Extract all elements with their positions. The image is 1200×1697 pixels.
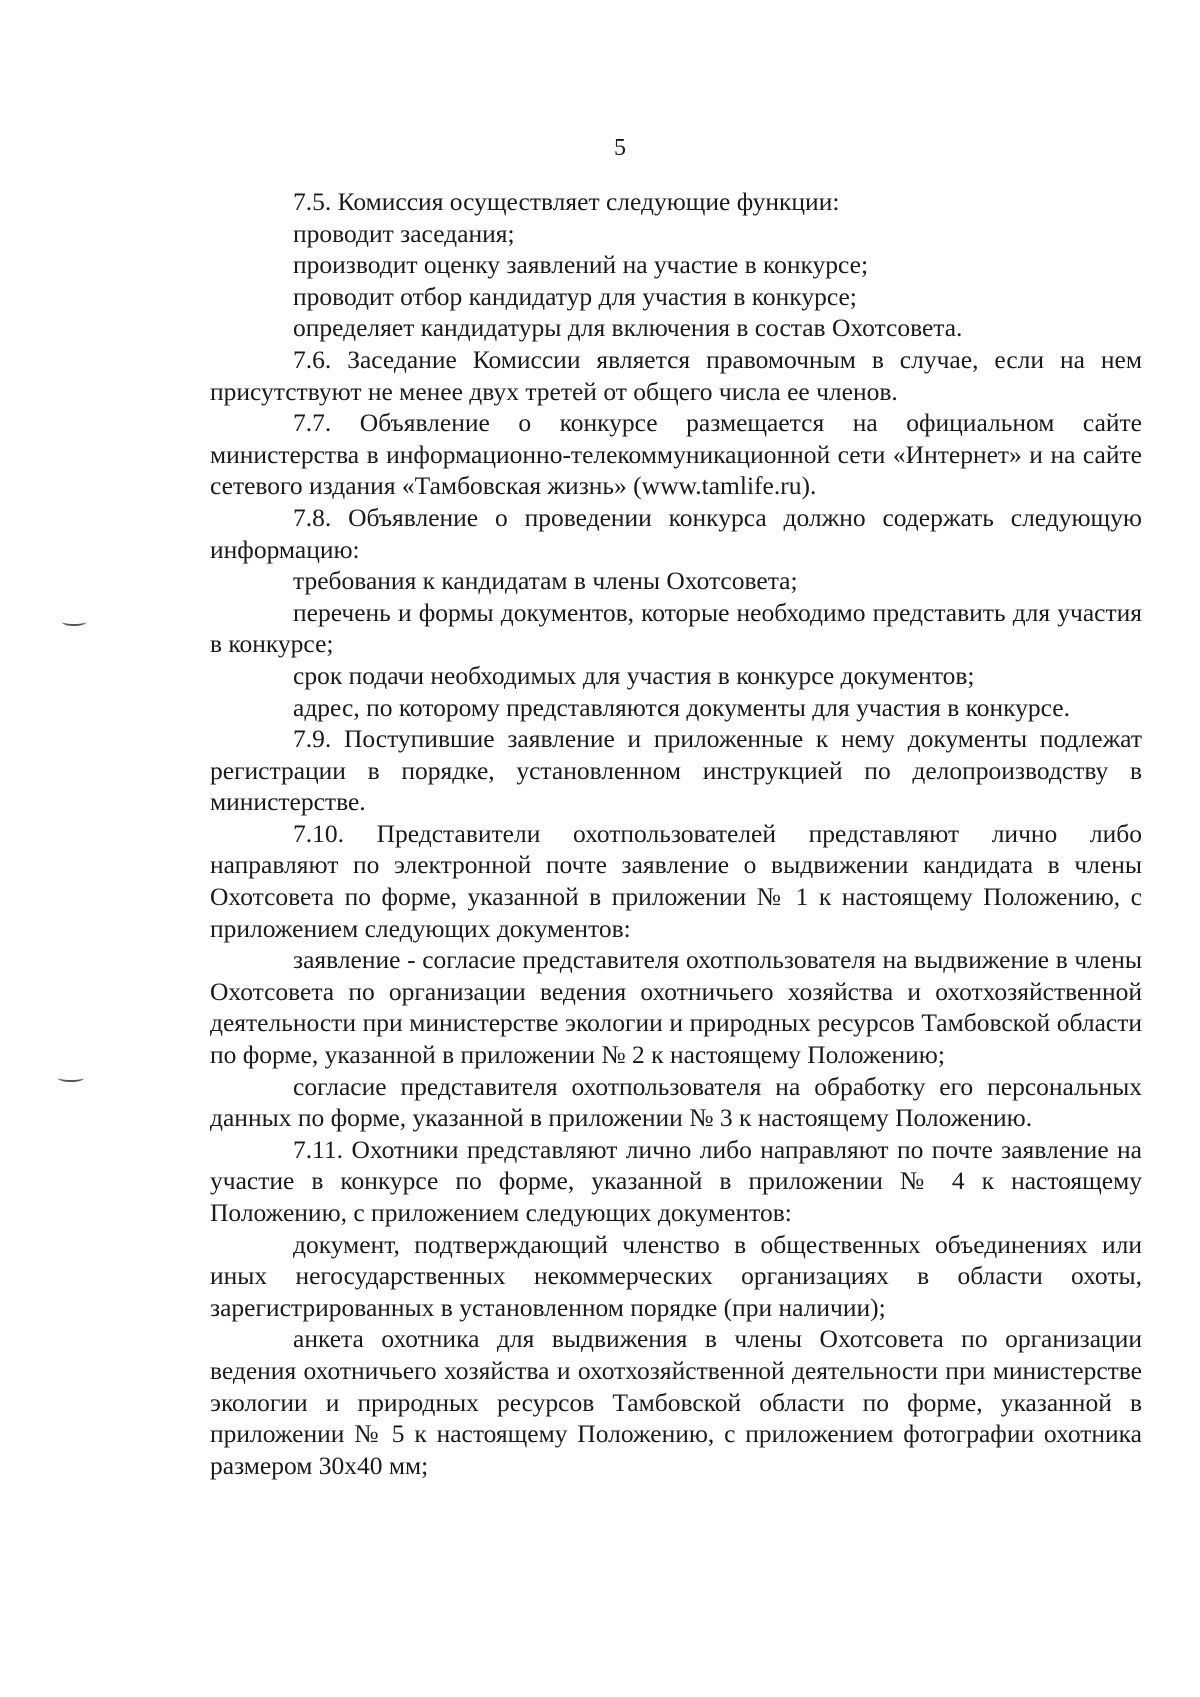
- paragraph-7-10: 7.10. Представители охотпользователей представляют лично либо направляют по электронной почте заявление о выдвижении кандидата в члены Охотсовета по форме, указанной в приложении № 1 к настоящему Положению, с приложением следующих документов:: [210, 818, 1142, 943]
- paragraph-7-6: 7.6. Заседание Комиссии является правомочным в случае, если на нем присутствуют не менее двух третей от общего числа ее членов.: [210, 344, 1142, 406]
- list-item: срок подачи необходимых для участия в конкурсе документов;: [293, 660, 975, 690]
- list-item: адрес, по которому представляются документы для участия в конкурсе.: [293, 692, 1070, 722]
- scan-mark: [62, 618, 86, 626]
- list-item: перечень и формы документов, которые необходимо представить для участия в конкурсе;: [210, 597, 1142, 659]
- page-number: 5: [614, 135, 626, 161]
- list-item: определяет кандидатуры для включения в состав Охотсовета.: [293, 313, 963, 343]
- scan-mark: [58, 1074, 84, 1082]
- list-item: заявление - согласие представителя охотпользователя на выдвижение в члены Охотсовета по организации ведения охотничьего хозяйства и охотхозяйственной деятельности при министерстве экологии и природных ресурсов Тамбовской области по форме, указанной в приложении № 2 к настоящему Положению;: [210, 945, 1142, 1070]
- list-item: анкета охотника для выдвижения в члены Охотсовета по организации ведения охотничьего хозяйства и охотхозяйственной деятельности при министерстве экологии и природных ресурсов Тамбовской области по форме, указанной в приложении № 5 к настоящему Положению, с приложением фотографии охотника размером 30х40 мм;: [210, 1324, 1142, 1480]
- list-item: производит оценку заявлений на участие в конкурсе;: [293, 250, 869, 280]
- document-body: [210, 186, 1142, 1481]
- list-item: согласие представителя охотпользователя на обработку его персональных данных по форме, указанной в приложении № 3 к настоящему Положению.: [210, 1071, 1142, 1133]
- list-item: проводит заседания;: [293, 218, 515, 248]
- list-item: документ, подтверждающий членство в общественных объединениях или иных негосударственных некоммерческих организациях в области охоты, зарегистрированных в установленном порядке (при наличии);: [210, 1229, 1142, 1322]
- paragraph-7-9: 7.9. Поступившие заявление и приложенные к нему документы подлежат регистрации в порядке, установленном инструкцией по делопроизводству в министерстве.: [210, 724, 1142, 817]
- list-item: требования к кандидатам в члены Охотсовета;: [293, 566, 798, 596]
- paragraph-7-5: 7.5. Комиссия осуществляет следующие функции:: [293, 187, 840, 216]
- list-item: проводит отбор кандидатур для участия в конкурсе;: [293, 281, 857, 311]
- paragraph-7-8: 7.8. Объявление о проведении конкурса должно содержать следующую информацию:: [210, 502, 1142, 564]
- paragraph-7-7: 7.7. Объявление о конкурсе размещается на официальном сайте министерства в информационно-телекоммуникационной сети «Интернет» и на сайте сетевого издания «Тамбовская жизнь» (www.tamlife.ru).: [210, 408, 1142, 501]
- paragraph-7-11: 7.11. Охотники представляют лично либо направляют по почте заявление на участие в конкурсе по форме, указанной в приложении № 4 к настоящему Положению, с приложением следующих документов:: [210, 1134, 1142, 1227]
